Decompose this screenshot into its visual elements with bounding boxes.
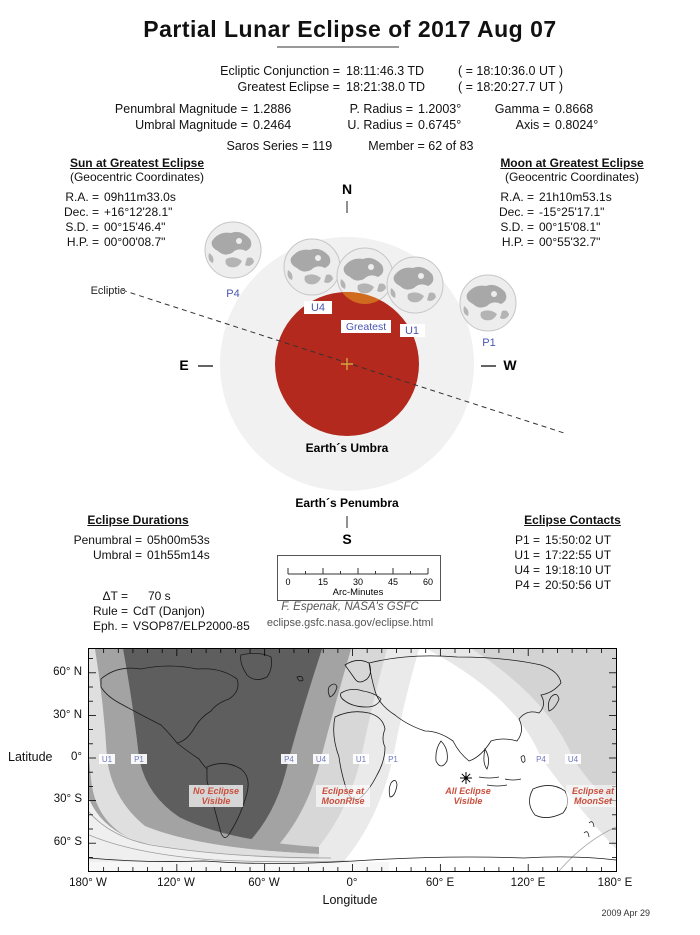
penumbral-duration-row [58, 533, 218, 548]
moon-sd-value: 00°15'08.1" [539, 220, 601, 234]
lon-tick-180w: 180° W [69, 877, 107, 889]
delta-t-value: 70 s [148, 589, 171, 603]
lat-tick-60n: 60° N [53, 666, 82, 678]
penumbral-duration-value: 05h00m53s [147, 533, 210, 547]
lon-tick-0: 0° [346, 877, 358, 889]
ruler-ticks [288, 568, 428, 574]
rule-label: Rule = [92, 604, 128, 618]
contact-u4-time: 19:18:10 UT [545, 563, 612, 577]
svg-text:MoonSet: MoonSet [574, 796, 612, 806]
moon-ra-label: R.A. = [500, 190, 534, 204]
sun-block-subtitle: (Geocentric Coordinates) [69, 170, 205, 184]
contact-u1-row [510, 548, 635, 563]
curve-label-u1-mid [353, 754, 369, 764]
conjunction-ut: ( = 18:10:36.0 UT ) [458, 64, 564, 78]
author-credit: F. Espenak, NASA's GSFC [281, 601, 419, 613]
visibility-map [88, 648, 617, 872]
umbral-duration-value: 01h55m14s [147, 548, 210, 562]
lon-tick-120w: 120° W [157, 877, 195, 889]
moon-sd-label: S.D. = [500, 220, 534, 234]
gamma-label: Gamma = [494, 102, 550, 116]
south-strip [89, 862, 389, 871]
curve-label-p1-west [131, 754, 147, 764]
east-label: E [179, 357, 189, 373]
contact-p1-time: 15:50:02 UT [545, 533, 612, 547]
lat-tick-30s: 30° S [53, 793, 82, 805]
svg-text:All Eclipse: All Eclipse [445, 786, 491, 796]
svg-text:P4: P4 [284, 755, 294, 764]
ruler-tick-30: 30 [352, 577, 364, 587]
moon-hp-value: 00°55'32.7" [539, 235, 601, 249]
stats-row-1 [85, 102, 645, 116]
delta-t-label: ΔT = [102, 589, 128, 603]
west-label: W [503, 357, 517, 373]
svg-text:U1: U1 [355, 755, 367, 764]
svg-text:P1: P1 [388, 755, 398, 764]
arcminutes-scale-box [277, 555, 441, 601]
saros-member: Member = 62 of 83 [368, 139, 474, 153]
figure-date: 2009 Apr 29 [601, 908, 650, 918]
ruler-tick-15: 15 [317, 577, 329, 587]
moon-dec-value: -15°25'17.1" [539, 205, 605, 219]
lat-tick-30n: 30° N [53, 709, 82, 721]
sun-ra-value: 09h11m33.0s [104, 190, 176, 204]
rule-value: CdT (Danjon) [133, 604, 205, 618]
sun-sd-label: S.D. = [65, 220, 99, 234]
contact-u4-label [304, 301, 332, 314]
svg-text:MoonRise: MoonRise [321, 796, 365, 806]
moonrise-annotation [316, 785, 370, 807]
ruler-tick-60: 60 [422, 577, 434, 587]
umbral-duration-label: Umbral = [92, 548, 142, 562]
axis-value: 0.8024° [555, 118, 599, 132]
latitude-axis-label: Latitude [8, 750, 53, 764]
lon-tick-60w: 60° W [248, 877, 280, 889]
greatest-td: 18:21:38.0 TD [346, 80, 425, 94]
lon-tick-120e: 120° E [510, 877, 546, 889]
moon-block-subtitle: (Geocentric Coordinates) [504, 170, 640, 184]
svg-text:U4: U4 [310, 302, 326, 314]
umbral-duration-row [58, 548, 218, 563]
ecliptic-label: Ecliptic [90, 285, 126, 297]
curve-label-u4-east [565, 754, 581, 764]
svg-text:U1: U1 [101, 755, 113, 764]
moon-at-p4 [205, 222, 261, 278]
penumbra-label: Earth´s Penumbra [295, 496, 399, 510]
svg-text:U4: U4 [315, 755, 327, 764]
moon-at-u4 [284, 239, 340, 295]
page-title: Partial Lunar Eclipse of 2017 Aug 07 [143, 16, 557, 42]
greatest-eclipse-line [115, 80, 675, 94]
ruler-unit-label: Arc-Minutes [332, 587, 384, 598]
svg-text:Eclipse at: Eclipse at [321, 786, 365, 796]
north-label: N [341, 181, 353, 197]
sun-sd-value: 00°15'46.4" [104, 220, 166, 234]
u-radius-value: 0.6745° [418, 118, 462, 132]
contact-p4-label: P4 [226, 288, 240, 300]
contact-p4-time: 20:50:56 UT [545, 578, 612, 592]
ephemeris-label: Eph. = [92, 619, 128, 633]
saros-line [0, 139, 700, 153]
curve-label-p1-mid [385, 754, 401, 764]
svg-text:Visible: Visible [453, 796, 483, 806]
moon-ra-value: 21h10m53.1s [539, 190, 612, 204]
p-radius-value: 1.2003° [418, 102, 462, 116]
penumbral-duration-label: Penumbral = [73, 533, 142, 547]
lon-tick-180e: 180° E [597, 877, 633, 889]
moon-at-p1 [460, 275, 516, 331]
svg-text:U1: U1 [404, 325, 420, 337]
website-url: eclipse.gsfc.nasa.gov/eclipse.html [266, 617, 434, 629]
moon-at-u1 [387, 257, 443, 313]
umbra-label: Earth´s Umbra [305, 441, 389, 455]
umbral-magnitude-label: Umbral Magnitude = [135, 118, 248, 132]
penumbral-magnitude-value: 1.2886 [253, 102, 292, 116]
ruler-tick-45: 45 [387, 577, 399, 587]
sun-hp-label: H.P. = [66, 235, 99, 249]
durations-title: Eclipse Durations [87, 513, 189, 527]
curve-label-p4-east [533, 754, 549, 764]
svg-text:No Eclipse: No Eclipse [192, 786, 240, 796]
south-label: S [342, 531, 352, 547]
sun-hp-value: 00°00'08.7" [104, 235, 166, 249]
curve-label-p4-mid [281, 754, 297, 764]
umbral-magnitude-value: 0.2464 [253, 118, 292, 132]
contact-u1-time-label: U1 = [514, 548, 540, 562]
p-radius-label: P. Radius = [349, 102, 413, 116]
contact-u1-label [400, 324, 425, 337]
sun-ra-label: R.A. = [65, 190, 99, 204]
conjunction-label: Ecliptic Conjunction = [220, 64, 340, 78]
moonset-annotation [566, 785, 616, 807]
curve-label-u1-west [99, 754, 115, 764]
svg-text:U4: U4 [567, 755, 579, 764]
contact-greatest-label [341, 320, 391, 333]
curve-label-u4-mid [313, 754, 329, 764]
lat-tick-0: 0° [71, 751, 82, 763]
moon-dec-label: Dec. = [498, 205, 534, 219]
contact-p4-time-label: P4 = [514, 578, 540, 592]
lon-tick-60e: 60° E [425, 877, 455, 889]
saros-series: Saros Series = 119 [226, 139, 333, 153]
contact-p1-time-label: P1 = [514, 533, 540, 547]
longitude-axis-label: Longitude [322, 893, 378, 907]
svg-text:P4: P4 [536, 755, 546, 764]
arcminutes-ruler [278, 556, 438, 598]
sun-dec-label: Dec. = [63, 205, 99, 219]
svg-text:Eclipse at: Eclipse at [571, 786, 615, 796]
sun-dec-value: +16°12'28.1" [104, 205, 173, 219]
ephemeris-value: VSOP87/ELP2000-85 [133, 619, 250, 633]
stats-row-2 [85, 118, 645, 132]
eclipse-contacts-block [510, 513, 635, 593]
svg-text:P1: P1 [134, 755, 144, 764]
greatest-ut: ( = 18:20:27.7 UT ) [458, 80, 564, 94]
contacts-title: Eclipse Contacts [524, 513, 621, 527]
contact-u1-time: 17:22:55 UT [545, 548, 612, 562]
title-underline [277, 46, 399, 48]
contact-p4-row [510, 578, 635, 593]
visibility-map-svg [89, 649, 616, 871]
contact-p1-label: P1 [482, 337, 496, 349]
lat-tick-60s: 60° S [53, 836, 82, 848]
axis-label: Axis = [515, 118, 550, 132]
moon-hp-label: H.P. = [501, 235, 534, 249]
svg-text:Greatest: Greatest [345, 321, 387, 333]
contact-p1-row [510, 533, 635, 548]
conjunction-td: 18:11:46.3 TD [346, 64, 425, 78]
penumbral-magnitude-label: Penumbral Magnitude = [114, 102, 248, 116]
eclipse-durations-block [58, 513, 218, 563]
gamma-value: 0.8668 [555, 102, 594, 116]
ruler-tick-0: 0 [285, 577, 291, 587]
contact-u4-time-label: U4 = [514, 563, 540, 577]
conjunction-line [115, 64, 675, 78]
u-radius-label: U. Radius = [347, 118, 413, 132]
svg-text:Visible: Visible [201, 796, 231, 806]
greatest-label: Greatest Eclipse = [237, 80, 340, 94]
moon-block-title: Moon at Greatest Eclipse [500, 156, 644, 170]
sun-block-title: Sun at Greatest Eclipse [69, 156, 205, 170]
contact-u4-row [510, 563, 635, 578]
no-eclipse-annotation [189, 785, 243, 807]
